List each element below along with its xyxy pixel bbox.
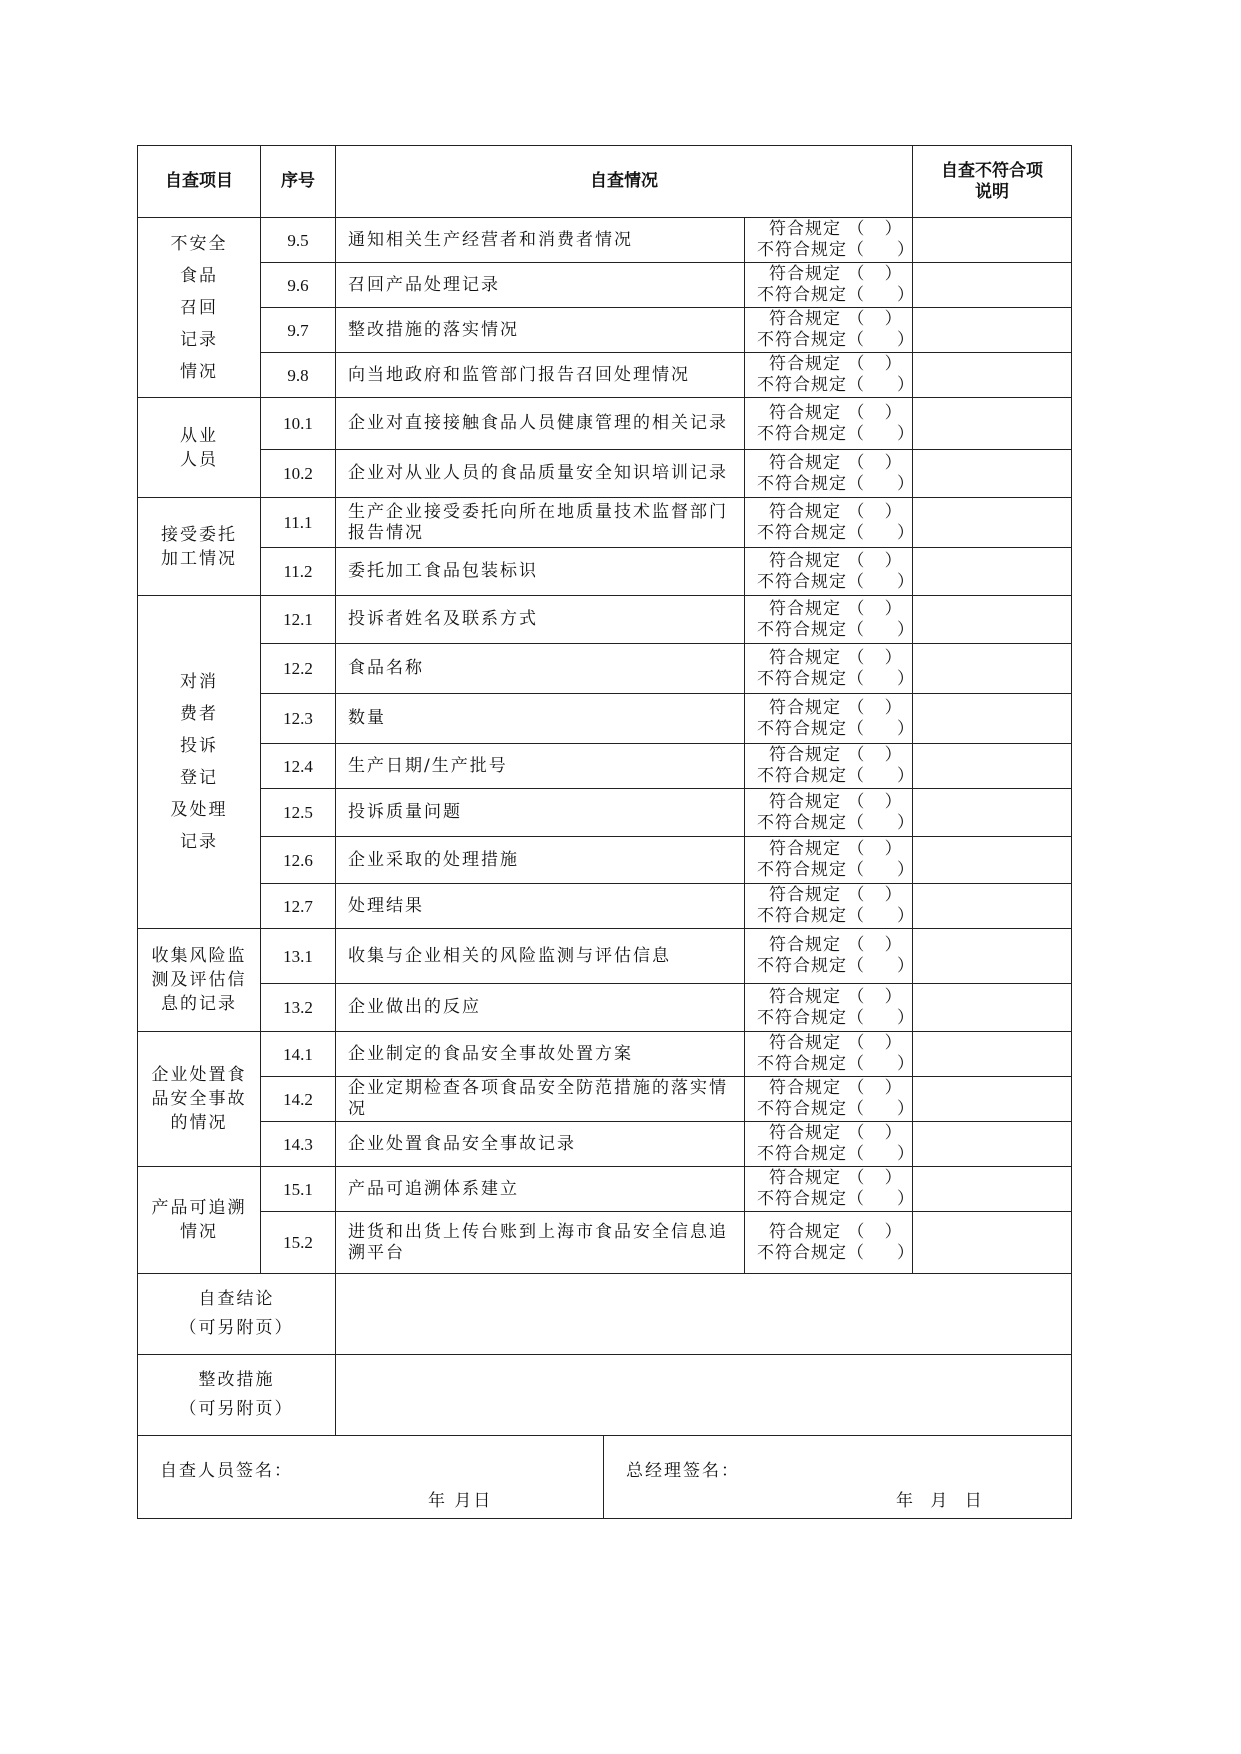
category-line: 及处理 <box>170 800 228 820</box>
conclusion-label: 自查结论 <box>198 1289 275 1309</box>
noncompliance-note-field[interactable] <box>913 498 1072 548</box>
item-description: 企业对直接接触食品人员健康管理的相关记录 <box>336 398 745 450</box>
category-line: 接受委托 <box>161 524 237 545</box>
inspector-signature-date: 年 月日 <box>428 1491 493 1511</box>
item-description: 通知相关生产经营者和消费者情况 <box>336 218 745 263</box>
table-row <box>138 837 1072 884</box>
conclusion-sub: （可另附页） <box>179 1318 294 1338</box>
category-line: 情况 <box>180 1222 218 1242</box>
category-line: 人员 <box>180 449 218 470</box>
compliance-options <box>745 929 916 984</box>
compliance-options <box>745 1077 916 1122</box>
item-description: 数量 <box>336 694 745 744</box>
noncomply-checkbox[interactable]: 不符合规定（ ） <box>757 668 916 689</box>
noncompliance-note-field[interactable] <box>913 596 1072 644</box>
item-number: 13.1 <box>261 929 336 984</box>
comply-checkbox[interactable]: 符合规定 （ ） <box>769 1033 903 1053</box>
table-row <box>138 498 1072 548</box>
item-description: 召回产品处理记录 <box>336 263 745 308</box>
compliance-options <box>745 884 916 929</box>
item-number: 9.6 <box>261 263 336 308</box>
manager-signature-date: 年 月 日 <box>896 1491 984 1511</box>
category-cell <box>138 596 261 929</box>
category-line: 从业 <box>180 425 218 446</box>
table-row <box>138 884 1072 929</box>
noncomply-checkbox[interactable]: 不符合规定（ ） <box>757 1189 916 1209</box>
noncomply-checkbox[interactable]: 不符合规定（ ） <box>757 860 916 880</box>
comply-checkbox[interactable]: 符合规定 （ ） <box>769 501 903 522</box>
item-number: 9.8 <box>261 353 336 398</box>
item-number: 14.2 <box>261 1077 336 1122</box>
item-number: 12.2 <box>261 644 336 694</box>
table-row <box>138 548 1072 596</box>
conclusion-table <box>137 1274 1072 1436</box>
noncomply-checkbox[interactable]: 不符合规定（ ） <box>757 906 916 926</box>
comply-checkbox[interactable]: 符合规定 （ ） <box>769 791 903 812</box>
header-number: 序号 <box>261 146 336 218</box>
item-description: 产品可追溯体系建立 <box>336 1167 745 1212</box>
category-line: 不安全 <box>170 233 228 254</box>
compliance-options <box>745 450 916 498</box>
compliance-options <box>745 548 916 596</box>
category-line: 召回 <box>180 297 218 318</box>
table-row <box>138 398 1072 450</box>
header-project: 自查项目 <box>138 146 261 218</box>
category-line: 产品可追溯 <box>151 1198 247 1218</box>
comply-checkbox[interactable]: 符合规定 （ ） <box>769 885 903 905</box>
comply-checkbox[interactable]: 符合规定 （ ） <box>769 452 903 473</box>
item-description: 企业做出的反应 <box>336 984 745 1032</box>
item-number: 11.1 <box>261 498 336 548</box>
compliance-options <box>745 1122 916 1167</box>
comply-checkbox[interactable]: 符合规定 （ ） <box>769 1078 903 1098</box>
noncompliance-note-field[interactable] <box>913 450 1072 498</box>
noncomply-checkbox[interactable]: 不符合规定（ ） <box>757 473 916 494</box>
compliance-options <box>745 789 916 837</box>
item-number: 12.5 <box>261 789 336 837</box>
conclusion-label-cell <box>138 1274 336 1355</box>
category-line: 品安全事故 <box>151 1089 247 1109</box>
category-cell <box>138 1167 261 1274</box>
compliance-options <box>745 498 916 548</box>
manager-signature-cell[interactable] <box>604 1436 1072 1519</box>
item-number: 12.7 <box>261 884 336 929</box>
category-line: 食品 <box>180 265 218 286</box>
table-row <box>138 1032 1072 1077</box>
category-line: 记录 <box>180 832 218 852</box>
noncomply-checkbox[interactable]: 不符合规定（ ） <box>757 1054 916 1074</box>
compliance-options <box>745 1212 916 1274</box>
noncompliance-note-field[interactable] <box>913 308 1072 353</box>
category-cell <box>138 929 261 1032</box>
table-row <box>138 353 1072 398</box>
noncompliance-note-field[interactable] <box>913 884 1072 929</box>
item-number: 14.1 <box>261 1032 336 1077</box>
noncomply-checkbox[interactable]: 不符合规定（ ） <box>757 619 916 640</box>
compliance-options <box>745 1167 916 1212</box>
item-number: 11.2 <box>261 548 336 596</box>
compliance-options <box>745 398 916 450</box>
noncompliance-note-field[interactable] <box>913 353 1072 398</box>
noncompliance-note-field[interactable] <box>913 398 1072 450</box>
conclusion-row <box>138 1274 1072 1355</box>
conclusion-field[interactable] <box>336 1274 1072 1355</box>
table-row <box>138 644 1072 694</box>
table-row <box>138 929 1072 984</box>
comply-checkbox[interactable]: 符合规定 （ ） <box>769 986 903 1007</box>
item-number: 15.1 <box>261 1167 336 1212</box>
category-line: 对消 <box>180 672 218 692</box>
table-row <box>138 1077 1072 1122</box>
rectify-label: 整改措施 <box>198 1370 275 1390</box>
item-number: 9.5 <box>261 218 336 263</box>
item-number: 12.4 <box>261 744 336 789</box>
noncomply-checkbox[interactable]: 不符合规定（ ） <box>757 812 916 833</box>
category-line: 费者 <box>180 704 218 724</box>
compliance-options <box>745 837 916 884</box>
comply-checkbox[interactable]: 符合规定 （ ） <box>769 647 903 668</box>
item-description: 收集与企业相关的风险监测与评估信息 <box>336 929 745 984</box>
item-number: 10.2 <box>261 450 336 498</box>
category-line: 加工情况 <box>161 548 237 569</box>
compliance-options <box>745 218 916 263</box>
comply-checkbox[interactable]: 符合规定 （ ） <box>769 550 903 571</box>
noncompliance-note-field[interactable] <box>913 1077 1072 1122</box>
inspector-signature-cell[interactable] <box>138 1436 604 1519</box>
table-row <box>138 1167 1072 1212</box>
table-header-row <box>138 146 1072 218</box>
table-row <box>138 744 1072 789</box>
category-line: 收集风险监 <box>151 946 247 966</box>
noncompliance-note-field[interactable] <box>913 1167 1072 1212</box>
compliance-options <box>745 694 916 744</box>
noncompliance-note-field[interactable] <box>913 929 1072 984</box>
inspection-table <box>137 145 1072 1274</box>
item-description: 食品名称 <box>336 644 745 694</box>
item-description: 投诉质量问题 <box>336 789 745 837</box>
item-description: 生产企业接受委托向所在地质量技术监督部门报告情况 <box>336 498 745 548</box>
noncompliance-note-field[interactable] <box>913 1032 1072 1077</box>
noncompliance-note-field[interactable] <box>913 548 1072 596</box>
comply-checkbox[interactable]: 符合规定 （ ） <box>769 697 903 718</box>
compliance-options <box>745 353 916 398</box>
comply-checkbox[interactable]: 符合规定 （ ） <box>769 839 903 859</box>
category-line: 息的记录 <box>161 994 237 1014</box>
item-description: 企业处置食品安全事故记录 <box>336 1122 745 1167</box>
item-description: 生产日期/生产批号 <box>336 744 745 789</box>
item-number: 10.1 <box>261 398 336 450</box>
noncomply-checkbox[interactable]: 不符合规定（ ） <box>757 956 916 976</box>
item-description: 向当地政府和监管部门报告召回处理情况 <box>336 353 745 398</box>
table-row <box>138 450 1072 498</box>
item-description: 企业制定的食品安全事故处置方案 <box>336 1032 745 1077</box>
noncomply-checkbox[interactable]: 不符合规定（ ） <box>757 375 916 395</box>
noncomply-checkbox[interactable]: 不符合规定（ ） <box>757 423 916 444</box>
compliance-options <box>745 1032 916 1077</box>
category-line: 测及评估信 <box>151 970 247 990</box>
noncomply-checkbox[interactable]: 不符合规定（ ） <box>757 285 916 305</box>
comply-checkbox[interactable]: 符合规定 （ ） <box>769 1221 903 1242</box>
noncompliance-note-field[interactable] <box>913 263 1072 308</box>
noncomply-checkbox[interactable]: 不符合规定（ ） <box>757 766 916 786</box>
compliance-options <box>745 984 916 1032</box>
category-line: 情况 <box>180 361 218 382</box>
item-description: 投诉者姓名及联系方式 <box>336 596 745 644</box>
rectify-sub: （可另附页） <box>179 1399 294 1419</box>
item-number: 9.7 <box>261 308 336 353</box>
comply-checkbox[interactable]: 符合规定 （ ） <box>769 354 903 374</box>
noncomply-checkbox[interactable]: 不符合规定（ ） <box>757 1007 916 1028</box>
item-number: 12.1 <box>261 596 336 644</box>
comply-checkbox[interactable]: 符合规定 （ ） <box>769 1123 903 1143</box>
rectify-label-cell <box>138 1355 336 1436</box>
header-note <box>913 146 1072 218</box>
noncomply-checkbox[interactable]: 不符合规定（ ） <box>757 1099 916 1119</box>
noncomply-checkbox[interactable]: 不符合规定（ ） <box>757 240 916 260</box>
item-description: 企业对从业人员的食品质量安全知识培训记录 <box>336 450 745 498</box>
item-number: 12.6 <box>261 837 336 884</box>
noncompliance-note-field[interactable] <box>913 644 1072 694</box>
noncomply-checkbox[interactable]: 不符合规定（ ） <box>757 330 916 350</box>
noncompliance-note-field[interactable] <box>913 694 1072 744</box>
item-description: 企业采取的处理措施 <box>336 837 745 884</box>
item-number: 14.3 <box>261 1122 336 1167</box>
noncompliance-note-field[interactable] <box>913 789 1072 837</box>
table-row <box>138 984 1072 1032</box>
category-line: 记录 <box>180 329 218 350</box>
item-description: 进货和出货上传台账到上海市食品安全信息追溯平台 <box>336 1212 745 1274</box>
category-line: 登记 <box>180 768 218 788</box>
item-description: 处理结果 <box>336 884 745 929</box>
item-description: 整改措施的落实情况 <box>336 308 745 353</box>
noncomply-checkbox[interactable]: 不符合规定（ ） <box>757 522 916 543</box>
noncomply-checkbox[interactable]: 不符合规定（ ） <box>757 1242 916 1263</box>
noncompliance-note-field[interactable] <box>913 1122 1072 1167</box>
noncompliance-note-field[interactable] <box>913 744 1072 789</box>
rectify-field[interactable] <box>336 1355 1072 1436</box>
comply-checkbox[interactable]: 符合规定 （ ） <box>769 598 903 619</box>
category-line: 企业处置食 <box>151 1065 247 1085</box>
table-row <box>138 694 1072 744</box>
signature-table <box>137 1436 1072 1519</box>
noncompliance-note-field[interactable] <box>913 218 1072 263</box>
category-cell <box>138 1032 261 1167</box>
compliance-options <box>745 596 916 644</box>
comply-checkbox[interactable]: 符合规定 （ ） <box>769 309 903 329</box>
item-number: 13.2 <box>261 984 336 1032</box>
comply-checkbox[interactable]: 符合规定 （ ） <box>769 402 903 423</box>
self-inspection-form <box>137 145 1071 1519</box>
noncompliance-note-field[interactable] <box>913 837 1072 884</box>
item-description: 企业定期检查各项食品安全防范措施的落实情况 <box>336 1077 745 1122</box>
table-row <box>138 1212 1072 1274</box>
header-note-line1: 自查不符合项 <box>941 160 1043 181</box>
table-row <box>138 218 1072 263</box>
manager-signature-label: 总经理签名： <box>626 1461 740 1481</box>
table-row <box>138 263 1072 308</box>
item-number: 12.3 <box>261 694 336 744</box>
table-row <box>138 596 1072 644</box>
table-row <box>138 308 1072 353</box>
compliance-options <box>745 308 916 353</box>
noncomply-checkbox[interactable]: 不符合规定（ ） <box>757 571 916 592</box>
item-number: 15.2 <box>261 1212 336 1274</box>
rectify-row <box>138 1355 1072 1436</box>
noncompliance-note-field[interactable] <box>913 984 1072 1032</box>
comply-checkbox[interactable]: 符合规定 （ ） <box>769 745 903 765</box>
comply-checkbox[interactable]: 符合规定 （ ） <box>769 1168 903 1188</box>
noncomply-checkbox[interactable]: 不符合规定（ ） <box>757 718 916 739</box>
category-cell <box>138 218 261 398</box>
signature-row <box>138 1436 1072 1519</box>
header-status: 自查情况 <box>336 146 913 218</box>
category-line: 的情况 <box>170 1113 228 1133</box>
category-cell <box>138 498 261 596</box>
header-note-line2: 说明 <box>975 181 1009 202</box>
comply-checkbox[interactable]: 符合规定 （ ） <box>769 935 903 955</box>
compliance-options <box>745 644 916 694</box>
item-description: 委托加工食品包装标识 <box>336 548 745 596</box>
compliance-options <box>745 744 916 789</box>
category-cell <box>138 398 261 498</box>
category-line: 投诉 <box>180 736 218 756</box>
table-row <box>138 1122 1072 1167</box>
inspector-signature-label: 自查人员签名： <box>160 1461 293 1481</box>
comply-checkbox[interactable]: 符合规定 （ ） <box>769 219 903 239</box>
compliance-options <box>745 263 916 308</box>
noncomply-checkbox[interactable]: 不符合规定（ ） <box>757 1144 916 1164</box>
noncompliance-note-field[interactable] <box>913 1212 1072 1274</box>
comply-checkbox[interactable]: 符合规定 （ ） <box>769 264 903 284</box>
table-row <box>138 789 1072 837</box>
